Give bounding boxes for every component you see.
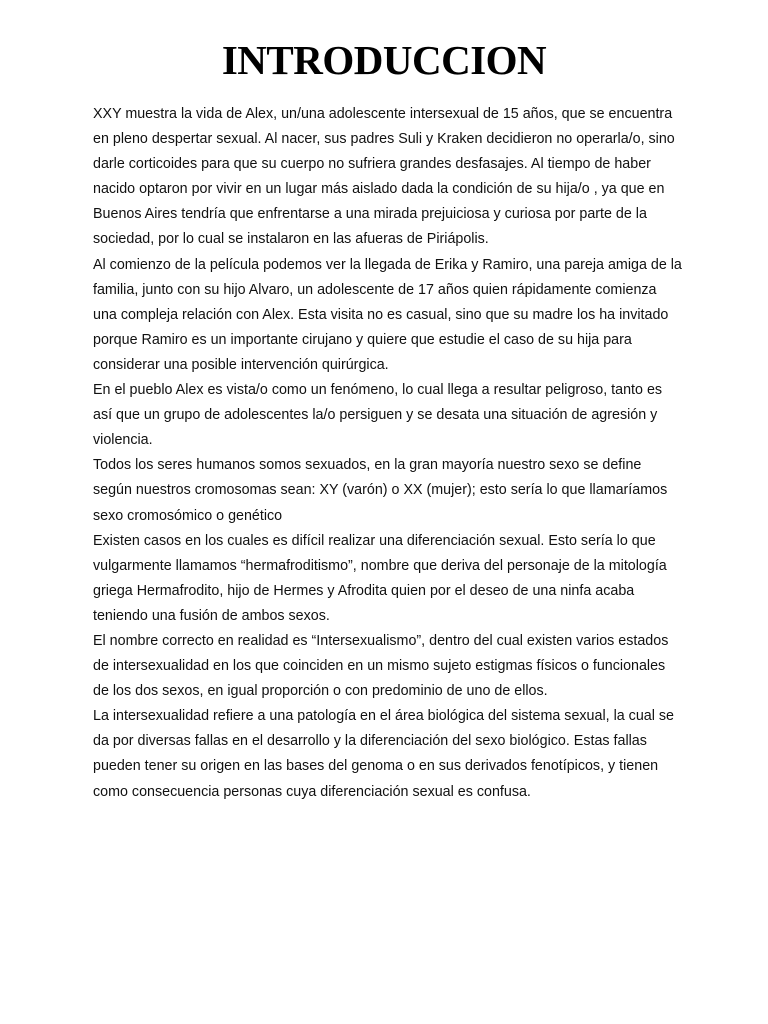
paragraph: Existen casos en los cuales es difícil realizar una diferenciación sexual. Esto sería lo que vulgarmente llamamos “hermafroditismo”, nombre que deriva del personaje de la mitología griega Hermafrodito, hijo de Hermes y Afrodita quien por el deseo de una ninfa acaba teniendo una fusión de ambos sexos. xyxy=(93,532,667,624)
document-body xyxy=(93,102,683,805)
paragraph: XXY muestra la vida de Alex, un/una adolescente intersexual de 15 años, que se encuentra en pleno despertar sexual. Al nacer, sus padres Suli y Kraken decidieron no operarla/o, sino darle corticoides para que su cuerpo no sufriera grandes desfasajes. Al tiempo de haber nacido optaron por vivir en un lugar más aislado dada la condición de su hija/o , ya que en Buenos Aires tendría que enfrentarse a una mirada prejuiciosa y curiosa por parte de la sociedad, por lo cual se instalaron en las afueras de Piriápolis. xyxy=(93,106,675,248)
paragraph: En el pueblo Alex es vista/o como un fenómeno, lo cual llega a resultar peligroso, tanto es así que un grupo de adolescentes la/o persiguen y se desata una situación de agresión y violencia. xyxy=(93,382,663,449)
paragraph: Al comienzo de la película podemos ver la llegada de Erika y Ramiro, una pareja amiga de la familia, junto con su hijo Alvaro, un adolescente de 17 años quien rápidamente comienza una compleja relación con Alex. Esta visita no es casual, sino que su madre los ha invitado porque Ramiro es un importante cirujano y quiere que estudie el caso de su hija para considerar una posible intervención quirúrgica. xyxy=(93,256,682,373)
paragraph: El nombre correcto en realidad es “Intersexualismo”, dentro del cual existen varios estados de intersexualidad en los que coinciden en un mismo sujeto estigmas físicos o funcionales de los dos sexos, en igual proporción o con predominio de uno de ellos. xyxy=(93,632,669,700)
page-title: INTRODUCCION xyxy=(221,37,547,83)
paragraph: Todos los seres humanos somos sexuados, en la gran mayoría nuestro sexo se define según nuestros cromosomas sean: XY (varón) o XX (mujer); esto sería lo que llamaríamos sexo cromosómico o genético xyxy=(93,457,668,524)
paragraph: La intersexualidad refiere a una patología en el área biológica del sistema sexual, la cual se da por diversas fallas en el desarrollo y la diferenciación del sexo biológico. Estas fallas pueden tener su origen en las bases del genoma o en sus derivados fenotípicos, y tienen como consecuencia personas cuya diferenciación sexual es confusa. xyxy=(93,708,674,800)
